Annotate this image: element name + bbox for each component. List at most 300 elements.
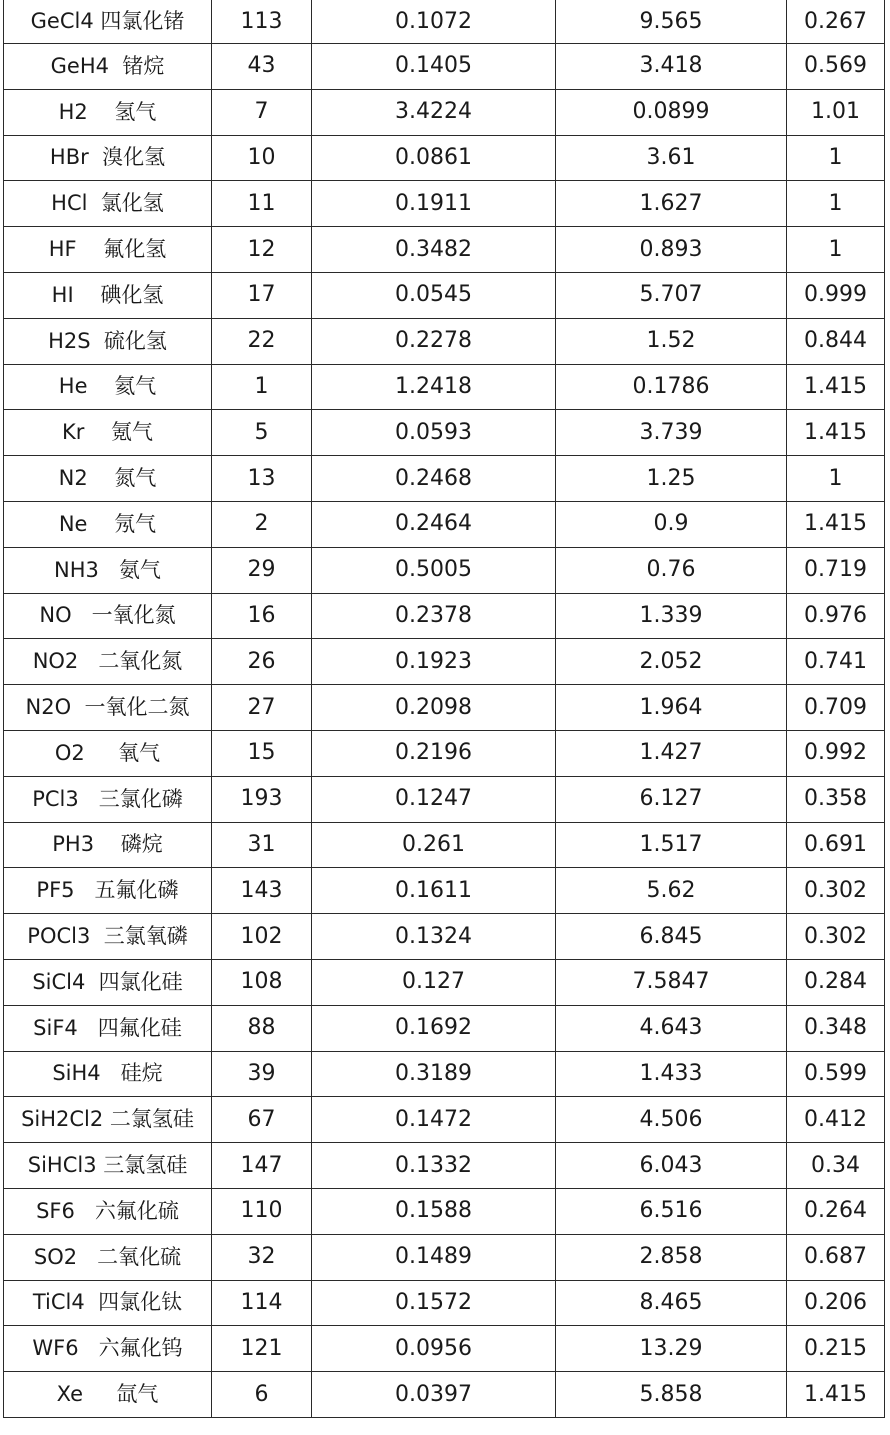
gas-code-cell (212, 730, 312, 776)
value-b-cell (556, 89, 787, 135)
table-row (4, 135, 885, 181)
gas-name-text: PCl3 三氯化磷 (32, 786, 183, 811)
value-a-cell (312, 1372, 556, 1418)
table-row (4, 822, 885, 868)
value-a-cell (312, 914, 556, 960)
gas-code-cell (212, 501, 312, 547)
gas-name-text: Ne 氖气 (58, 511, 157, 536)
gas-name-text: SF6 六氟化硫 (36, 1198, 179, 1223)
value-a-text: 0.1472 (395, 1106, 472, 1132)
gas-name-cell (4, 1005, 212, 1051)
gas-name-text: SiH2Cl2 二氯氢硅 (21, 1107, 194, 1132)
value-c-text: 0.358 (804, 786, 867, 812)
gas-code-cell (212, 959, 312, 1005)
value-b-cell (556, 272, 787, 318)
value-c-text: 1.415 (804, 511, 867, 537)
gas-name-cell (4, 1280, 212, 1326)
value-a-cell (312, 685, 556, 731)
gas-name-text: O2 氧气 (54, 740, 161, 765)
value-b-cell (556, 227, 787, 273)
value-b-text: 1.964 (639, 694, 703, 720)
value-b-cell (556, 1097, 787, 1143)
table-row (4, 1372, 885, 1418)
gas-code-text: 6 (254, 1381, 269, 1407)
gas-name-cell (4, 1051, 212, 1097)
value-b-cell (556, 685, 787, 731)
gas-name-cell (4, 410, 212, 456)
value-a-cell (312, 0, 556, 44)
value-a-text: 1.2418 (395, 373, 472, 399)
gas-code-text: 32 (247, 1244, 276, 1270)
gas-code-text: 110 (240, 1198, 283, 1224)
value-c-text: 0.844 (804, 328, 867, 354)
gas-code-text: 26 (247, 648, 276, 674)
value-c-cell (787, 1188, 885, 1234)
value-a-text: 0.261 (402, 831, 465, 857)
gas-code-text: 108 (240, 969, 283, 995)
value-b-cell (556, 1372, 787, 1418)
value-c-text: 0.599 (804, 1060, 867, 1086)
gas-name-cell (4, 364, 212, 410)
value-a-cell (312, 456, 556, 502)
value-a-text: 0.2278 (395, 328, 472, 354)
gas-code-cell (212, 685, 312, 731)
gas-name-text: N2 氮气 (58, 466, 157, 491)
gas-name-text: He 氦气 (58, 374, 157, 399)
value-c-text: 1 (828, 465, 843, 491)
table-row (4, 0, 885, 44)
gas-code-text: 22 (247, 328, 276, 354)
value-a-text: 0.0397 (395, 1381, 472, 1407)
gas-code-cell (212, 822, 312, 868)
value-b-text: 3.418 (639, 53, 703, 79)
gas-code-text: 121 (240, 1335, 283, 1361)
value-b-text: 8.465 (639, 1289, 703, 1315)
value-b-text: 1.339 (639, 602, 703, 628)
value-a-text: 0.1923 (395, 648, 472, 674)
gas-code-text: 113 (240, 8, 283, 34)
gas-code-text: 7 (254, 99, 269, 125)
value-a-cell (312, 868, 556, 914)
value-a-cell (312, 227, 556, 273)
gas-code-cell (212, 410, 312, 456)
value-c-text: 0.34 (811, 1152, 860, 1178)
value-a-cell (312, 1280, 556, 1326)
value-a-text: 0.0593 (395, 419, 472, 445)
value-b-cell (556, 1234, 787, 1280)
gas-code-text: 10 (247, 144, 276, 170)
value-c-cell (787, 1326, 885, 1372)
value-a-text: 0.1405 (395, 53, 472, 79)
value-c-text: 0.348 (804, 1015, 867, 1041)
value-a-cell (312, 44, 556, 90)
value-a-cell (312, 593, 556, 639)
value-b-cell (556, 1051, 787, 1097)
value-b-cell (556, 1143, 787, 1189)
value-c-cell (787, 685, 885, 731)
value-b-cell (556, 1005, 787, 1051)
gas-code-cell (212, 1097, 312, 1143)
value-b-text: 1.433 (639, 1060, 703, 1086)
value-b-text: 1.427 (639, 740, 703, 766)
value-b-cell (556, 959, 787, 1005)
gas-name-cell (4, 914, 212, 960)
table-row (4, 868, 885, 914)
table-row (4, 272, 885, 318)
value-b-cell (556, 0, 787, 44)
table-row (4, 1280, 885, 1326)
value-b-cell (556, 456, 787, 502)
gas-code-text: 16 (247, 602, 276, 628)
gas-name-cell (4, 1143, 212, 1189)
gas-code-text: 143 (240, 877, 283, 903)
value-b-cell (556, 364, 787, 410)
table-row (4, 685, 885, 731)
value-a-cell (312, 822, 556, 868)
value-c-cell (787, 456, 885, 502)
value-a-cell (312, 318, 556, 364)
gas-code-text: 31 (247, 831, 276, 857)
value-b-cell (556, 135, 787, 181)
table-row (4, 1143, 885, 1189)
value-c-cell (787, 318, 885, 364)
value-b-cell (556, 1188, 787, 1234)
gas-code-text: 17 (247, 282, 276, 308)
value-b-cell (556, 822, 787, 868)
value-c-text: 0.691 (804, 831, 867, 857)
table-row (4, 639, 885, 685)
table-row (4, 1188, 885, 1234)
value-a-text: 0.5005 (395, 557, 472, 583)
table-row (4, 1005, 885, 1051)
gas-code-cell (212, 272, 312, 318)
table-row (4, 89, 885, 135)
value-b-text: 6.127 (639, 786, 703, 812)
value-c-cell (787, 914, 885, 960)
table-row (4, 456, 885, 502)
value-a-cell (312, 1234, 556, 1280)
gas-code-text: 27 (247, 694, 276, 720)
value-c-text: 0.267 (804, 8, 867, 34)
gas-code-cell (212, 1326, 312, 1372)
value-a-cell (312, 135, 556, 181)
gas-name-text: Xe 氙气 (56, 1382, 159, 1406)
gas-code-cell (212, 593, 312, 639)
value-b-cell (556, 410, 787, 456)
value-b-text: 3.739 (639, 419, 703, 445)
value-a-cell (312, 547, 556, 593)
value-c-text: 0.999 (804, 282, 867, 308)
gas-name-cell (4, 1326, 212, 1372)
value-b-text: 6.043 (639, 1152, 703, 1178)
table-row (4, 959, 885, 1005)
table-row (4, 547, 885, 593)
value-a-cell (312, 776, 556, 822)
table-row (4, 914, 885, 960)
value-b-cell (556, 547, 787, 593)
value-c-text: 0.264 (804, 1198, 867, 1224)
gas-code-cell (212, 914, 312, 960)
value-c-cell (787, 89, 885, 135)
table-row (4, 410, 885, 456)
value-a-cell (312, 1188, 556, 1234)
gas-name-text: SO2 二氧化硫 (33, 1244, 182, 1269)
gas-name-text: HF 氟化氢 (48, 237, 167, 262)
gas-name-text: HBr 溴化氢 (49, 145, 166, 170)
gas-name-cell (4, 227, 212, 273)
gas-code-text: 147 (240, 1152, 283, 1178)
value-a-text: 0.0861 (395, 144, 472, 170)
value-c-text: 0.741 (804, 648, 867, 674)
value-c-cell (787, 1143, 885, 1189)
value-a-cell (312, 959, 556, 1005)
gas-code-text: 114 (240, 1289, 283, 1315)
value-b-text: 0.1786 (632, 373, 710, 399)
value-b-cell (556, 593, 787, 639)
value-b-text: 5.858 (639, 1381, 703, 1407)
value-c-cell (787, 1234, 885, 1280)
value-a-text: 0.2196 (395, 740, 472, 766)
gas-name-text: Kr 氪气 (61, 420, 154, 445)
value-b-text: 1.627 (639, 190, 703, 216)
value-c-text: 0.215 (804, 1335, 867, 1361)
value-a-cell (312, 1326, 556, 1372)
value-b-text: 13.29 (639, 1335, 703, 1361)
value-c-cell (787, 547, 885, 593)
value-b-cell (556, 318, 787, 364)
gas-name-cell (4, 0, 212, 44)
gas-name-text: SiHCl3 三氯氢硅 (27, 1153, 188, 1178)
gas-name-text: NO2 二氧化氮 (32, 649, 183, 674)
value-c-text: 0.976 (804, 602, 867, 628)
value-b-text: 6.845 (639, 923, 703, 949)
value-b-text: 6.516 (639, 1198, 703, 1224)
value-c-cell (787, 364, 885, 410)
value-b-cell (556, 501, 787, 547)
value-b-cell (556, 181, 787, 227)
value-a-cell (312, 1097, 556, 1143)
table-row (4, 1051, 885, 1097)
table-row (4, 227, 885, 273)
value-c-cell (787, 181, 885, 227)
gas-code-cell (212, 1372, 312, 1418)
value-c-text: 0.992 (804, 740, 867, 766)
gas-name-text: N2O 一氧化二氮 (25, 695, 190, 720)
value-a-text: 0.127 (402, 969, 465, 995)
gas-code-text: 67 (247, 1106, 276, 1132)
gas-code-text: 88 (247, 1015, 276, 1041)
value-c-cell (787, 410, 885, 456)
value-c-cell (787, 730, 885, 776)
gas-code-text: 102 (240, 923, 283, 949)
table-row (4, 593, 885, 639)
gas-code-cell (212, 1005, 312, 1051)
value-a-text: 0.3189 (395, 1060, 472, 1086)
gas-code-cell (212, 868, 312, 914)
value-a-text: 0.0545 (395, 282, 472, 308)
value-c-cell (787, 501, 885, 547)
table-row (4, 1234, 885, 1280)
value-b-text: 3.61 (646, 144, 696, 170)
gas-name-cell (4, 685, 212, 731)
value-a-text: 0.1588 (395, 1198, 472, 1224)
gas-code-text: 12 (247, 236, 276, 262)
gas-code-text: 2 (254, 511, 269, 537)
value-b-text: 5.62 (646, 877, 696, 903)
gas-name-cell (4, 959, 212, 1005)
table-row (4, 364, 885, 410)
gas-code-cell (212, 318, 312, 364)
value-a-text: 0.1247 (395, 786, 472, 812)
value-c-cell (787, 593, 885, 639)
value-b-text: 2.858 (639, 1244, 703, 1270)
value-c-text: 1 (828, 144, 843, 170)
value-c-cell (787, 272, 885, 318)
table-row (4, 501, 885, 547)
gas-code-text: 39 (247, 1060, 276, 1086)
value-a-cell (312, 1051, 556, 1097)
value-b-cell (556, 776, 787, 822)
value-c-cell (787, 1051, 885, 1097)
gas-code-cell (212, 89, 312, 135)
gas-code-text: 11 (247, 190, 276, 216)
gas-code-cell (212, 364, 312, 410)
value-b-text: 7.5847 (632, 969, 710, 995)
gas-name-cell (4, 547, 212, 593)
gas-code-text: 29 (247, 557, 276, 583)
gas-name-text: H2 氢气 (58, 99, 157, 124)
value-c-text: 0.569 (804, 53, 867, 79)
gas-name-text: GeH4 锗烷 (50, 53, 165, 78)
value-b-text: 4.643 (639, 1015, 703, 1041)
value-c-cell (787, 1280, 885, 1326)
gas-name-cell (4, 776, 212, 822)
value-b-text: 1.25 (646, 465, 696, 491)
gas-name-cell (4, 1234, 212, 1280)
value-c-cell (787, 1372, 885, 1418)
value-c-text: 0.687 (804, 1244, 867, 1270)
gas-code-cell (212, 1188, 312, 1234)
value-b-text: 0.0899 (632, 99, 710, 125)
gas-name-cell (4, 639, 212, 685)
value-a-cell (312, 272, 556, 318)
gas-name-cell (4, 318, 212, 364)
value-c-text: 1.415 (804, 419, 867, 445)
value-c-cell (787, 776, 885, 822)
value-a-cell (312, 364, 556, 410)
gas-code-text: 43 (247, 53, 276, 79)
value-c-text: 1 (828, 190, 843, 216)
value-b-cell (556, 1280, 787, 1326)
gas-name-cell (4, 1372, 212, 1418)
value-c-text: 1 (828, 236, 843, 262)
gas-name-text: TiCl4 四氯化钛 (32, 1290, 183, 1315)
value-b-cell (556, 44, 787, 90)
gas-code-text: 15 (247, 740, 276, 766)
gas-name-cell (4, 1188, 212, 1234)
gas-code-cell (212, 181, 312, 227)
table-row (4, 776, 885, 822)
gas-name-text: SiH4 硅烷 (52, 1061, 163, 1086)
value-a-cell (312, 89, 556, 135)
value-a-cell (312, 181, 556, 227)
value-c-text: 1.415 (804, 373, 867, 399)
value-b-cell (556, 730, 787, 776)
gas-name-cell (4, 822, 212, 868)
gas-code-cell (212, 1280, 312, 1326)
gas-name-cell (4, 89, 212, 135)
gas-code-cell (212, 44, 312, 90)
value-a-text: 0.1572 (395, 1289, 472, 1315)
value-b-text: 2.052 (639, 648, 703, 674)
value-b-cell (556, 914, 787, 960)
value-b-text: 5.707 (639, 282, 703, 308)
table-row (4, 1326, 885, 1372)
gas-name-text: WF6 六氟化钨 (32, 1336, 183, 1361)
gas-name-text: GeCl4 四氯化锗 (30, 9, 185, 33)
gas-name-cell (4, 181, 212, 227)
gas-name-text: NH3 氨气 (54, 557, 161, 582)
value-c-text: 0.709 (804, 694, 867, 720)
table-row (4, 1097, 885, 1143)
gas-name-cell (4, 135, 212, 181)
gas-name-text: PF5 五氟化磷 (36, 878, 179, 903)
value-a-text: 0.2378 (395, 602, 472, 628)
gas-data-table (3, 0, 885, 1418)
value-c-text: 0.412 (804, 1106, 867, 1132)
value-c-cell (787, 135, 885, 181)
value-c-text: 0.302 (804, 877, 867, 903)
value-a-text: 0.2098 (395, 694, 472, 720)
value-a-text: 0.2468 (395, 465, 472, 491)
value-a-text: 0.1911 (395, 190, 472, 216)
value-c-cell (787, 0, 885, 44)
gas-name-text: PH3 磷烷 (52, 832, 163, 857)
gas-code-cell (212, 227, 312, 273)
table-body (4, 0, 885, 1417)
gas-name-text: SiF4 四氟化硅 (33, 1015, 182, 1040)
value-c-text: 0.302 (804, 923, 867, 949)
gas-code-cell (212, 1143, 312, 1189)
gas-name-cell (4, 593, 212, 639)
gas-name-cell (4, 1097, 212, 1143)
value-a-text: 0.0956 (395, 1335, 472, 1361)
value-c-cell (787, 959, 885, 1005)
gas-code-text: 5 (254, 419, 269, 445)
gas-code-text: 193 (240, 786, 283, 812)
table-row (4, 318, 885, 364)
table-row (4, 181, 885, 227)
value-a-text: 0.1072 (395, 8, 472, 34)
value-a-text: 0.1611 (395, 877, 472, 903)
value-c-text: 0.719 (804, 557, 867, 583)
gas-name-text: H2S 硫化氢 (48, 328, 167, 353)
gas-code-cell (212, 456, 312, 502)
gas-name-text: SiCl4 四氯化硅 (32, 969, 183, 994)
value-a-text: 3.4224 (395, 99, 472, 125)
value-b-text: 0.9 (653, 511, 689, 537)
gas-code-cell (212, 547, 312, 593)
value-a-text: 0.3482 (395, 236, 472, 262)
value-b-text: 1.517 (639, 831, 703, 857)
value-a-cell (312, 730, 556, 776)
value-a-cell (312, 1005, 556, 1051)
gas-code-cell (212, 1234, 312, 1280)
gas-name-text: POCl3 三氯氧磷 (27, 924, 188, 949)
value-a-text: 0.1332 (395, 1152, 472, 1178)
value-a-text: 0.1324 (395, 923, 472, 949)
value-c-cell (787, 1005, 885, 1051)
